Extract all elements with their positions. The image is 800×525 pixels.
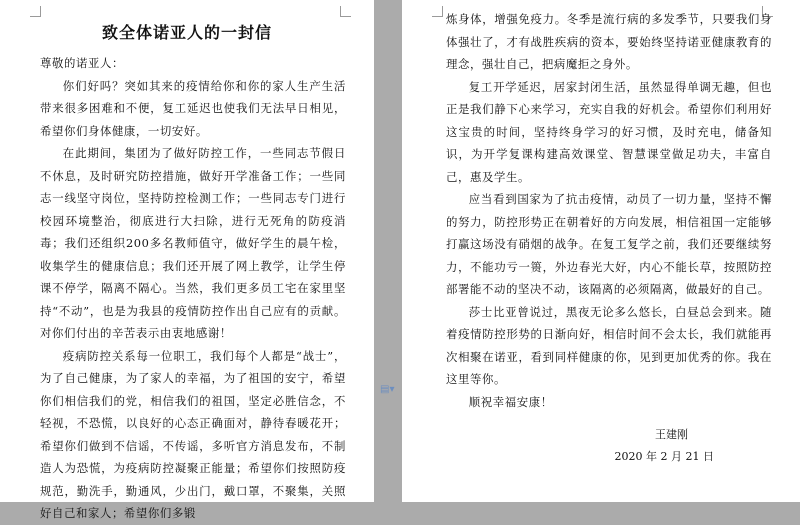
document-page-2	[402, 0, 800, 502]
paragraph: 疫病防控关系每一位职工，我们每个人都是“战士”，为了自己健康，为了家人的幸福，为了祖国的安宁，希望你们相信我们的党，相信我们的祖国，坚定必胜信念，不轻视，不恐慌，以良好的心态正确面对，静待春暖花开；希望你们做到不信谣，不传谣，多听官方消息发布，不制造人为恐慌，为疫病防控凝聚正能量；希望你们按照防疫规范，勤洗手，勤通风，少出门，戴口罩，不聚集，关照好自己和家人；希望你们多锻	[40, 348, 346, 520]
letter-body-right	[446, 8, 772, 413]
salutation: 尊敬的诺亚人：	[40, 56, 124, 70]
letter-title: 致全体诺亚人的一封信	[101, 23, 272, 42]
crop-mark-top-left	[30, 6, 41, 17]
paragraph: 应当看到国家为了抗击疫情，动员了一切力量，坚持不懈的努力，防控形势正在朝着好的方向发展，相信祖国一定能够打赢这场没有硝烟的战争。在复工复学之前，我们还要继续努力，不能功亏一篑，外边春光大好，内心不能长草，按照防控部署能不动的坚决不动，该隔离的必须隔离，做最好的自己。	[446, 192, 772, 296]
crop-mark-top-left	[432, 6, 443, 17]
signature-date: 2020 年 2 月 21 日	[614, 450, 714, 463]
crop-mark-top-right	[340, 6, 351, 17]
letter-body-left	[40, 52, 346, 525]
paragraph-continued: 炼身体，增强免疫力。冬季是流行病的多发季节，只要我们身体强壮了，才有战胜疾病的资本，要始终坚持诺亚健康教育的理念，强壮自己，把病魔拒之身外。	[446, 12, 772, 71]
signature-name: 王建刚	[655, 428, 688, 441]
document-page-1	[0, 0, 374, 520]
closing: 顺祝幸福安康！	[468, 394, 553, 409]
paragraph: 莎士比亚曾说过，黑夜无论多么悠长，白昼总会到来。随着疫情防控形势的日渐向好，相信时间不会太长，我们就能再次相聚在诺亚，看到同样健康的你，见到更加优秀的你。我在这里等你。	[446, 304, 772, 386]
paragraph: 你们好吗？突如其来的疫情给你和你的家人生产生活带来很多困难和不便，复工延迟也使我们无法早日相见，希望你们身体健康，一切安好。	[40, 78, 346, 138]
paragraph: 复工开学延迟，居家封闭生活，虽然显得单调无趣，但也正是我们静下心来学习，充实自我的好机会。希望你们利用好这宝贵的时间，坚持终身学习的好习惯，及时充电，储备知识，为开学复课构建高效课堂、智慧课堂做足功夫，丰富自己，惠及学生。	[446, 79, 772, 184]
clipboard-icon[interactable]: ▤▾	[380, 384, 395, 395]
paragraph: 在此期间，集团为了做好防控工作，一些同志节假日不休息，及时研究防控措施，做好开学准备工作；一些同志一线坚守岗位，坚持防控检测工作；一些同志专门进行校园环境整治，彻底进行大扫除，进行无死角的防疫消毒；我们还组织200多名教师值守，做好学生的晨午检，收集学生的健康信息；我们还开展了网上教学，让学生停课不停学，隔离不隔心。当然，我们更多员工宅在家里坚持“不动”，也是为我县的疫情防控作出自己应有的贡献。对你们付出的辛苦表示由衷地感谢！	[40, 146, 346, 340]
